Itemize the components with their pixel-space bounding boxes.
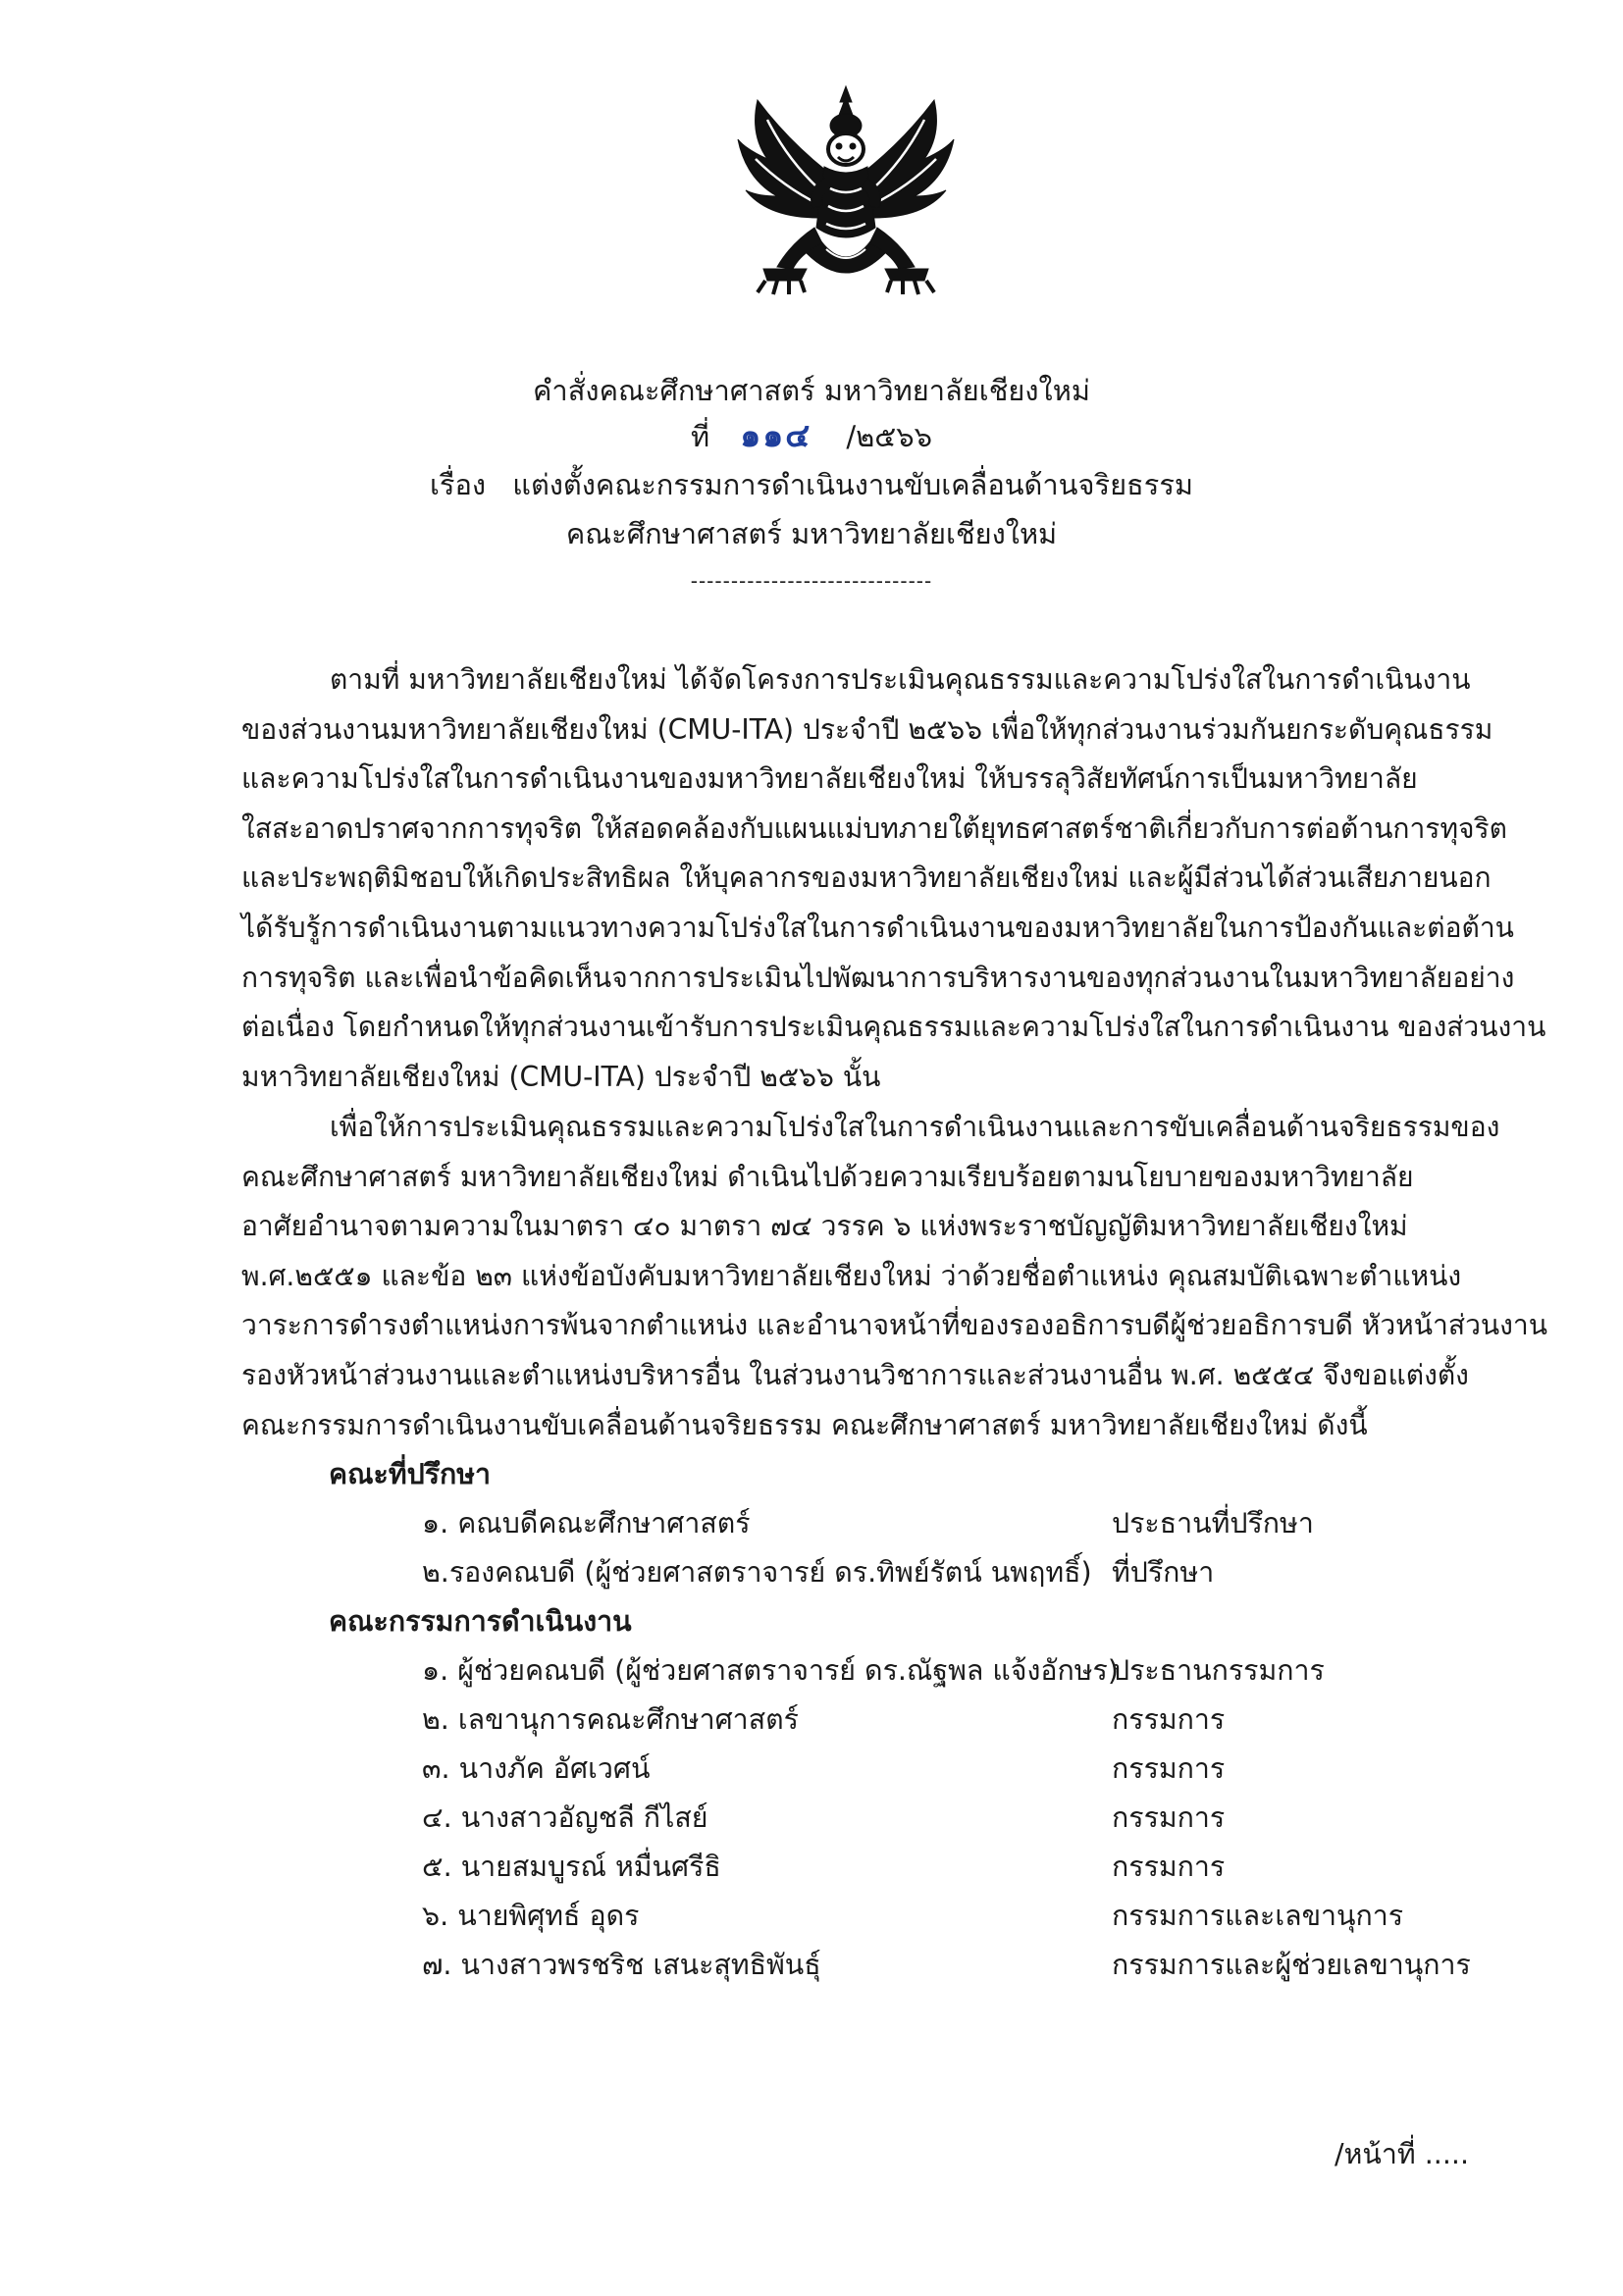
advisor-row bbox=[0, 1548, 1623, 1597]
paragraph-line: ได้รับรู้การดำเนินงานตามแนวทางความโปร่งใสในการดำเนินงานของมหาวิทยาลัยในการป้องกันและต่อต้าน bbox=[241, 911, 1514, 944]
order-number-year: /๒๕๖๖ bbox=[846, 420, 933, 453]
member-role: ประธานกรรมการ bbox=[1112, 1654, 1325, 1687]
paragraph-line: รองหัวหน้าส่วนงานและตำแหน่งบริหารอื่น ในส่วนงานวิชาการและส่วนงานอื่น พ.ศ. ๒๕๕๔ จึงขอแต่งตั้ง bbox=[241, 1358, 1469, 1391]
garuda-emblem-icon bbox=[728, 80, 964, 306]
member-name: ๓. นางภัค อัศเวศน์ bbox=[422, 1752, 651, 1785]
member-name: ๗. นางสาวพรชริช เสนะสุทธิพันธุ์ bbox=[422, 1949, 821, 1981]
member-role: ที่ปรึกษา bbox=[1112, 1556, 1215, 1589]
paragraph-line: มหาวิทยาลัยเชียงใหม่ (CMU-ITA) ประจำปี ๒๕๖๖ นั้น bbox=[241, 1060, 881, 1093]
committee-row bbox=[0, 1941, 1623, 1990]
committee-heading: คณะกรรมการดำเนินงาน bbox=[329, 1605, 632, 1638]
paragraph-line: และประพฤติมิชอบให้เกิดประสิทธิผล ให้บุคลากรของมหาวิทยาลัยเชียงใหม่ และผู้มีส่วนได้ส่วนเสียภายนอก bbox=[241, 861, 1492, 895]
member-name: ๑. คณบดีคณะศึกษาศาสตร์ bbox=[422, 1507, 751, 1539]
order-title: คำสั่งคณะศึกษาศาสตร์ มหาวิทยาลัยเชียงใหม่ bbox=[533, 374, 1090, 407]
paragraph-line: และความโปร่งใสในการดำเนินงานของมหาวิทยาลัยเชียงใหม่ ให้บรรลุวิสัยทัศน์การเป็นมหาวิทยาลัย bbox=[241, 762, 1418, 796]
paragraph-line: การทุจริต และเพื่อนำข้อคิดเห็นจากการประเมินไปพัฒนาการบริหารงานของทุกส่วนงานในมหาวิทยาลัยอย่าง bbox=[241, 961, 1515, 994]
subject-line bbox=[0, 465, 1623, 504]
paragraph-line: ของส่วนงานมหาวิทยาลัยเชียงใหม่ (CMU-ITA) ประจำปี ๒๕๖๖ เพื่อให้ทุกส่วนงานร่วมกันยกระดับคุณธรรม bbox=[241, 712, 1493, 746]
member-name: ๖. นายพิศุทธ์ อุดร bbox=[422, 1900, 640, 1932]
member-role: ประธานที่ปรึกษา bbox=[1112, 1507, 1314, 1539]
member-name: ๔. นางสาวอัญชลี กีไสย์ bbox=[422, 1801, 708, 1834]
header-divider: ------------------------------ bbox=[690, 569, 933, 593]
order-number: ๑๑๔ bbox=[740, 416, 812, 454]
order-number-prefix: ที่ bbox=[690, 420, 710, 453]
member-role: กรรมการ bbox=[1112, 1703, 1226, 1736]
paragraph-line: คณะกรรมการดำเนินงานขับเคลื่อนด้านจริยธรรม คณะศึกษาศาสตร์ มหาวิทยาลัยเชียงใหม่ ดังนี้ bbox=[241, 1408, 1368, 1441]
advisor-row bbox=[0, 1499, 1623, 1548]
paragraph-line: คณะศึกษาศาสตร์ มหาวิทยาลัยเชียงใหม่ ดำเนินไปด้วยความเรียบร้อยตามนโยบายของมหาวิทยาลัย bbox=[241, 1160, 1414, 1193]
committee-row bbox=[0, 1745, 1623, 1794]
member-role: กรรมการและเลขานุการ bbox=[1112, 1900, 1404, 1932]
member-name: ๒. เลขานุการคณะศึกษาศาสตร์ bbox=[422, 1703, 799, 1736]
paragraph-1 bbox=[241, 655, 1546, 1102]
paragraph-line: พ.ศ.๒๕๕๑ และข้อ ๒๓ แห่งข้อบังคับมหาวิทยาลัยเชียงใหม่ ว่าด้วยชื่อตำแหน่ง คุณสมบัติเฉพาะตำแหน่ง bbox=[241, 1259, 1462, 1292]
member-role: กรรมการ bbox=[1112, 1851, 1226, 1883]
page-continuation: /หน้าที่ ..... bbox=[1335, 2138, 1470, 2170]
subject-line-2: คณะศึกษาศาสตร์ มหาวิทยาลัยเชียงใหม่ bbox=[565, 517, 1058, 550]
paragraph-line: อาศัยอำนาจตามความในมาตรา ๔๐ มาตรา ๗๔ วรรค ๖ แห่งพระราชบัญญัติมหาวิทยาลัยเชียงใหม่ bbox=[241, 1210, 1408, 1243]
paragraph-line: เพื่อให้การประเมินคุณธรรมและความโปร่งใสในการดำเนินงานและการขับเคลื่อนด้านจริยธรรมของ bbox=[330, 1111, 1500, 1143]
member-role: กรรมการและผู้ช่วยเลขานุการ bbox=[1112, 1949, 1471, 1981]
member-role: กรรมการ bbox=[1112, 1801, 1226, 1834]
committee-row bbox=[0, 1843, 1623, 1892]
order-number-line bbox=[0, 416, 1623, 456]
member-name: ๕. นายสมบูรณ์ หมื่นศรีธิ bbox=[422, 1851, 721, 1883]
paragraph-line: ต่อเนื่อง โดยกำหนดให้ทุกส่วนงานเข้ารับการประเมินคุณธรรมและความโปร่งใสในการดำเนินงาน ของส่วนงาน bbox=[241, 1011, 1546, 1044]
committee-row bbox=[0, 1646, 1623, 1696]
committee-row bbox=[0, 1794, 1623, 1843]
member-name: ๒.รองคณบดี (ผู้ช่วยศาสตราจารย์ ดร.ทิพย์รัตน์ นพฤทธิ์) bbox=[422, 1556, 1092, 1589]
paragraph-2 bbox=[241, 1103, 1548, 1450]
paragraph-line: ใสสะอาดปราศจากการทุจริต ให้สอดคล้องกับแผนแม่บทภายใต้ยุทธศาสตร์ชาติเกี่ยวกับการต่อต้านการทุจริต bbox=[241, 811, 1507, 845]
subject-label: เรื่อง bbox=[429, 468, 487, 501]
paragraph-line: วาระการดำรงตำแหน่งการพ้นจากตำแหน่ง และอำนาจหน้าที่ของรองอธิการบดีผู้ช่วยอธิการบดี หัวหน้าส่วนงาน bbox=[241, 1309, 1548, 1342]
advisors-heading: คณะที่ปรึกษา bbox=[329, 1458, 492, 1490]
subject-text: แต่งตั้งคณะกรรมการดำเนินงานขับเคลื่อนด้านจริยธรรม bbox=[512, 468, 1194, 501]
committee-row bbox=[0, 1892, 1623, 1941]
member-role: กรรมการ bbox=[1112, 1752, 1226, 1785]
committee-row bbox=[0, 1696, 1623, 1745]
member-name: ๑. ผู้ช่วยคณบดี (ผู้ช่วยศาสตราจารย์ ดร.ณัฐพล แจ้งอักษร) bbox=[422, 1654, 1119, 1687]
paragraph-line: ตามที่ มหาวิทยาลัยเชียงใหม่ ได้จัดโครงการประเมินคุณธรรมและความโปร่งใสในการดำเนินงาน bbox=[330, 663, 1471, 696]
